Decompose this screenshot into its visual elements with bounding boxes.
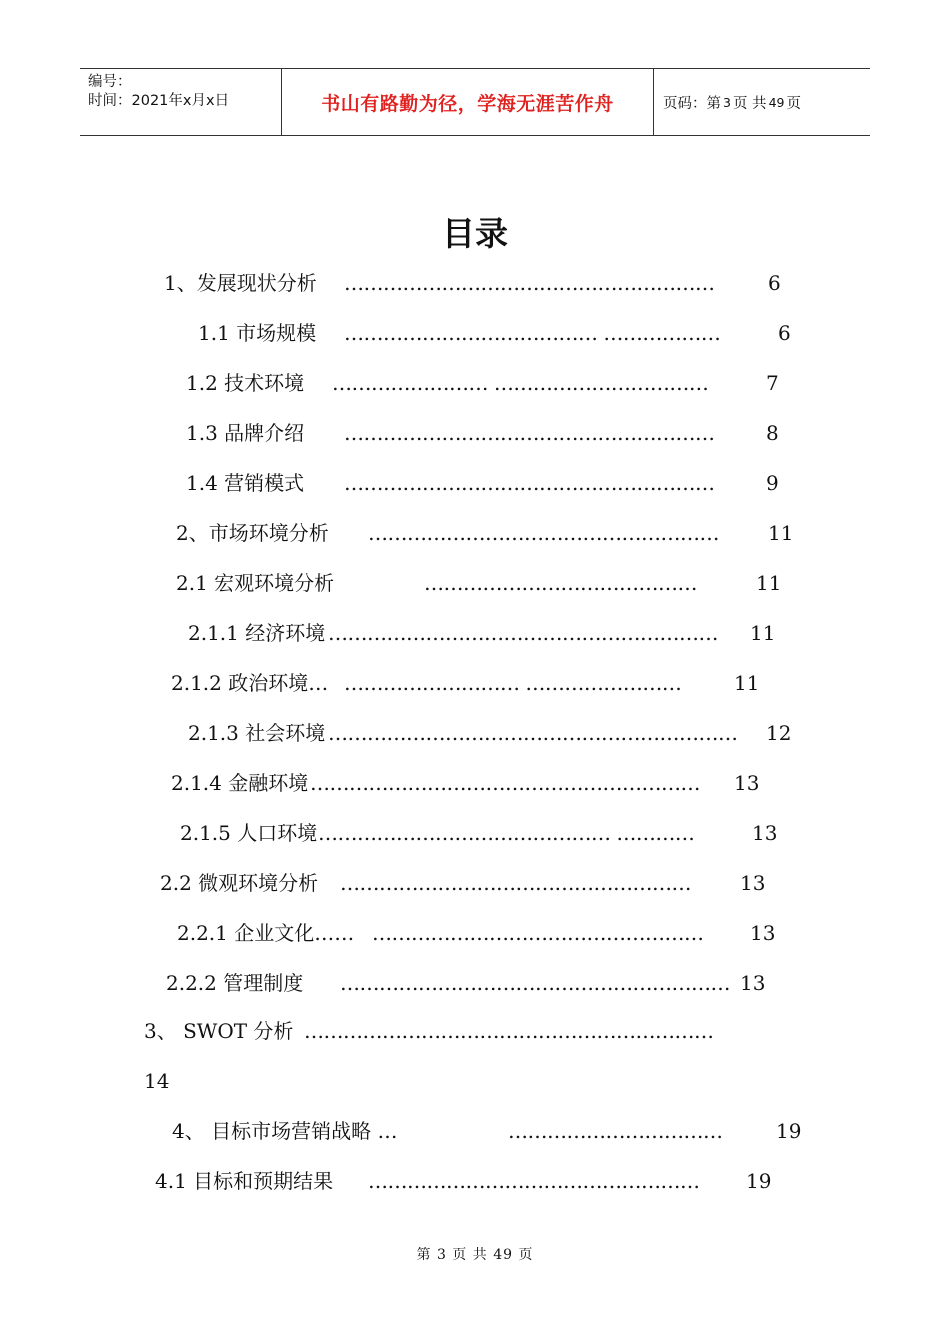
toc-entry-label: 4.1 目标和预期结果	[155, 1169, 334, 1193]
toc-entry-label: 2.1.1 经济环境	[188, 621, 326, 645]
toc-entry-label: 1.4 营销模式	[186, 471, 305, 495]
toc-entry-label: 2.2.1 企业文化……	[177, 921, 355, 945]
toc-entry-dots: …………………… ……………………………	[332, 371, 709, 395]
header-meta	[80, 69, 282, 135]
toc-entry-page: 13	[740, 971, 766, 995]
toc-entry-dots: ……………………………………… …………	[318, 821, 695, 845]
toc-entry[interactable]	[0, 518, 950, 548]
header-page-prefix: 页码：第	[663, 95, 721, 112]
toc-entry[interactable]	[0, 1166, 950, 1196]
toc-entry-dots: ……………………………………………	[372, 921, 704, 945]
toc-entry-label: 2.2 微观环境分析	[160, 871, 319, 895]
toc-entry-dots: …………………………………………………	[344, 421, 715, 445]
toc-entry[interactable]	[0, 768, 950, 798]
toc-entry-dots: ……………………………………	[424, 571, 697, 595]
header-page-total: 49	[768, 94, 785, 110]
toc-entry-page: 13	[752, 821, 778, 845]
toc-entry[interactable]	[0, 318, 950, 348]
header-number: 编号：	[88, 74, 132, 90]
toc-entry-label: 3、 SWOT 分析	[144, 1019, 294, 1043]
toc-entry-page: 13	[740, 871, 766, 895]
toc-entry[interactable]	[0, 968, 950, 998]
toc-entry-dots: ……………………………………………………	[310, 771, 700, 795]
toc-entry[interactable]	[0, 868, 950, 898]
toc-entry-page: 11	[734, 671, 760, 695]
toc-entry-page: 19	[776, 1119, 802, 1143]
header-page-current: 3	[723, 94, 731, 110]
toc-entry-page: 7	[766, 371, 779, 395]
toc-entry-dots: ………………………………………………	[368, 521, 719, 545]
toc-entry-dots: …………………………………………………	[344, 271, 715, 295]
toc-entry[interactable]	[0, 618, 950, 648]
toc-entry-continued[interactable]	[0, 1066, 950, 1096]
toc-entry-dots: ……………………………………………………	[340, 971, 730, 995]
toc-entry-label: 1.2 技术环境	[186, 371, 305, 395]
toc-entry[interactable]	[0, 1116, 950, 1146]
toc-entry-label: 2.1.5 人口环境	[180, 821, 318, 845]
toc-entry-label: 2.1.3 社会环境	[188, 721, 326, 745]
toc-entry-dots: ………………………………………………………	[304, 1019, 714, 1043]
toc-title: 目录	[442, 214, 508, 253]
toc-entry-dots: ………………………………… ………………	[344, 321, 721, 345]
toc-entry-dots: ……………………………………………………	[328, 621, 718, 645]
header-motto: 书山有路勤为径，学海无涯苦作舟	[282, 69, 654, 135]
toc-entry-label: 1.1 市场规模	[198, 321, 317, 345]
toc-entry-label: 2、市场环境分析	[176, 521, 329, 545]
toc-entry[interactable]	[0, 918, 950, 948]
toc-entry-page: 19	[746, 1169, 772, 1193]
header-page-middle: 页 共	[732, 95, 767, 112]
page-header	[80, 68, 870, 136]
toc-entry-page: 12	[766, 721, 792, 745]
toc-entry-page: 13	[734, 771, 760, 795]
toc-entry-page: 6	[768, 271, 781, 295]
toc-entry-dots: ……………………………	[508, 1119, 723, 1143]
toc-entry-dots: ………………………………………………	[340, 871, 691, 895]
toc-entry[interactable]	[0, 718, 950, 748]
toc-entry-label: 2.2.2 管理制度	[166, 971, 304, 995]
toc-entry-page: 14	[144, 1069, 170, 1093]
toc-entry-dots: …………………………………………………	[344, 471, 715, 495]
toc-entry-page: 11	[756, 571, 782, 595]
toc-entry[interactable]	[0, 468, 950, 498]
toc-entry[interactable]	[0, 668, 950, 698]
toc-entry[interactable]	[0, 1016, 950, 1046]
toc-entry-dots: ……………………… ……………………	[344, 671, 682, 695]
header-time: 时间：2021年x月x日	[88, 93, 230, 109]
toc-entry-page: 8	[766, 421, 779, 445]
toc-entry-label: 2.1.2 政治环境…	[171, 671, 329, 695]
toc-entry[interactable]	[0, 368, 950, 398]
toc-entry[interactable]	[0, 268, 950, 298]
toc-entry[interactable]	[0, 568, 950, 598]
toc-entry-dots: ………………………………………………………	[328, 721, 738, 745]
toc-entry-label: 1、发展现状分析	[164, 271, 317, 295]
toc-entry-page: 11	[750, 621, 776, 645]
toc-entry-page: 6	[778, 321, 791, 345]
toc-entry-label: 2.1.4 金融环境	[171, 771, 309, 795]
toc-entry-page: 11	[768, 521, 794, 545]
toc-entry-dots: ……………………………………………	[368, 1169, 700, 1193]
toc-entry[interactable]	[0, 818, 950, 848]
toc-entry-label: 4、 目标市场营销战略 …	[172, 1119, 398, 1143]
toc-entry-label: 1.3 品牌介绍	[186, 421, 305, 445]
header-page-suffix: 页	[786, 95, 801, 112]
toc-entry[interactable]	[0, 418, 950, 448]
toc-entry-page: 9	[766, 471, 779, 495]
toc-entry-label: 2.1 宏观环境分析	[176, 571, 335, 595]
header-page-info	[654, 69, 870, 135]
page-footer: 第 3 页 共 49 页	[416, 1247, 534, 1263]
toc-entry-page: 13	[750, 921, 776, 945]
